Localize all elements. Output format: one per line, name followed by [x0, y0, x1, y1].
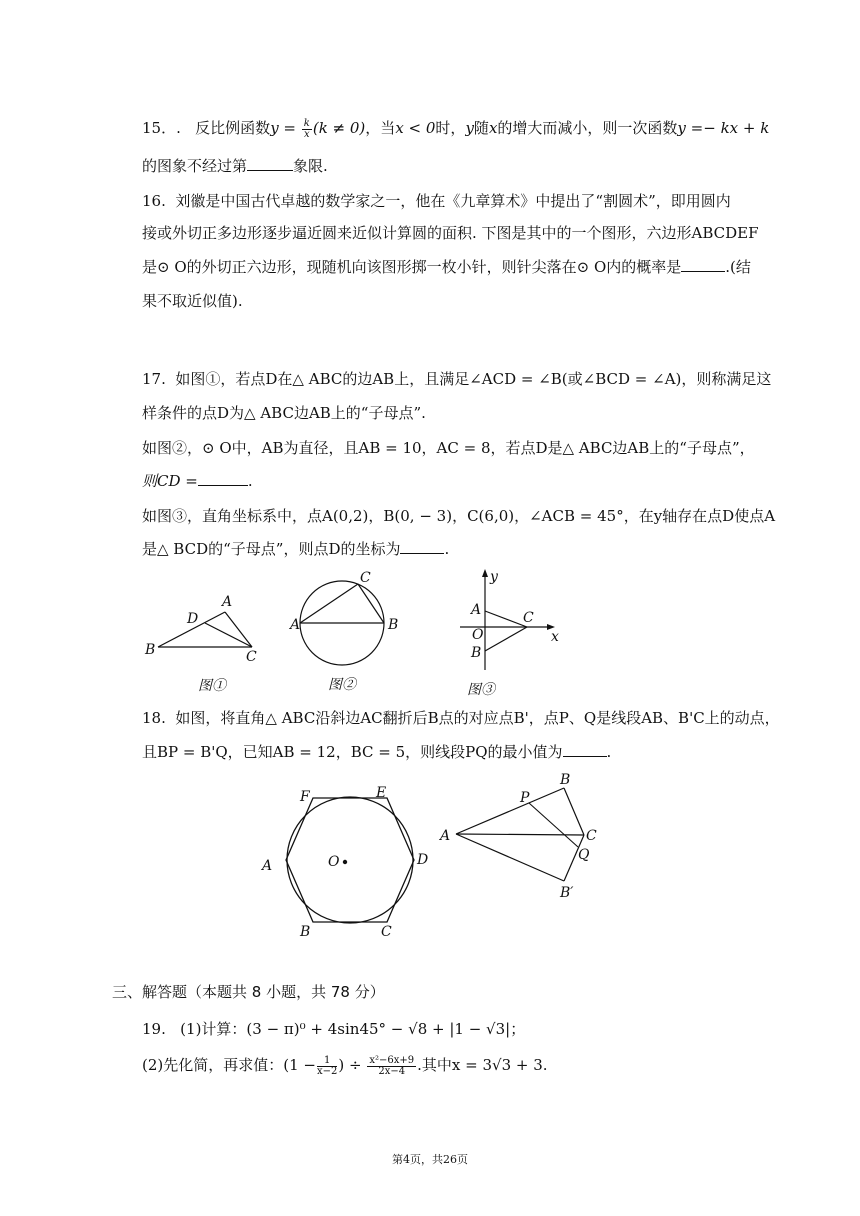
text: . — [444, 540, 450, 558]
text: 且BP = B'Q，已知AB = 12，BC = 5，则线段PQ的最小值为 — [142, 743, 563, 761]
label-A: A — [222, 594, 233, 610]
figure-2 — [288, 565, 408, 695]
text: . — [247, 472, 253, 490]
label-x: x — [551, 629, 559, 645]
text: 如图③，直角坐标系中，点A(0,2)，B(0, − 3)，C(6,0)，∠ACB = 45°，在y轴存在点D使点A — [142, 507, 776, 525]
text: 如图①，若点D在△ ABC的边AB上，且满足∠ACD = ∠B(或∠BCD = ∠A)，则称满足这 — [175, 370, 772, 388]
label-D: D — [417, 852, 429, 868]
text: .其中x = 3√3 + 3. — [417, 1056, 548, 1074]
q17-line-3 — [142, 437, 755, 459]
answer-blank — [247, 156, 293, 171]
label-O: O — [472, 627, 484, 643]
fraction — [317, 1056, 337, 1077]
label-C: C — [246, 649, 257, 665]
text: 象限. — [293, 157, 328, 175]
fraction-numerator: k — [303, 117, 310, 129]
formula: x < 0 — [395, 119, 436, 137]
fraction — [302, 119, 312, 140]
label-B: B — [145, 642, 156, 658]
label-F: F — [300, 789, 310, 805]
q17-line-4 — [142, 470, 253, 492]
text: (1)计算：(3 − π)⁰ + 4sin45° − √8 + |1 − √3|； — [180, 1020, 526, 1038]
label-C: C — [586, 828, 597, 844]
q15-line-2 — [142, 155, 328, 177]
label-B: B — [560, 772, 571, 788]
label-P: P — [520, 790, 530, 806]
label-Q: Q — [578, 847, 590, 863]
text: ) ÷ — [338, 1056, 362, 1074]
q17-line-1 — [142, 368, 771, 390]
text: 的图象不经过第 — [142, 157, 248, 175]
label-A: A — [290, 617, 301, 633]
q19-line-2 — [142, 1054, 548, 1077]
label-A: A — [262, 858, 273, 874]
fraction-denominator: 2x−4 — [378, 1065, 406, 1077]
fraction-denominator: x−2 — [316, 1065, 338, 1077]
fraction-denominator: x — [303, 128, 310, 140]
q16-line-3 — [142, 256, 751, 278]
q17-line-5 — [142, 505, 775, 527]
question-number: 16. — [142, 192, 166, 210]
formula: 则CD = — [142, 472, 198, 490]
text: ，当 — [365, 119, 396, 137]
q18-line-1 — [142, 707, 780, 729]
formula: y =− kx + k — [677, 119, 770, 137]
text: 随 — [473, 119, 489, 137]
label-C: C — [523, 610, 534, 626]
text: 刘徽是中国古代卓越的数学家之一，他在《九章算术》中提出了“割圆术”，即用圆内 — [175, 192, 731, 210]
label-B: B — [388, 617, 399, 633]
label-C: C — [360, 570, 371, 586]
figure-3-caption: 图③ — [467, 682, 495, 698]
fold-figure — [436, 768, 606, 908]
label-y: y — [490, 569, 498, 585]
answer-blank — [198, 471, 248, 486]
figure-3 — [455, 565, 575, 700]
q17-line-2 — [142, 402, 426, 424]
text: 的增大而减小，则一次函数 — [497, 119, 678, 137]
question-number: 18. — [142, 709, 166, 727]
question-number: 19. — [142, 1020, 166, 1038]
question-number: 17. — [142, 370, 166, 388]
q18-line-2 — [142, 741, 611, 763]
label-A: A — [440, 828, 451, 844]
text: 果不取近似值). — [142, 292, 243, 310]
label-E: E — [376, 785, 387, 801]
q17-line-6 — [142, 538, 449, 560]
formula: (k ≠ 0) — [312, 119, 366, 137]
answer-blank — [400, 539, 444, 554]
text: 如图②，⊙ O中，AB为直径，且AB = 10，AC = 8，若点D是△ ABC边AB上的“子母点”， — [142, 439, 755, 457]
label-A: A — [471, 602, 482, 618]
q16-line-2 — [142, 222, 759, 244]
label-O: O — [328, 854, 340, 870]
q15-line-1 — [142, 117, 769, 140]
section-heading: 三、解答题（本题共 8 小题，共 78 分） — [112, 983, 385, 1001]
q19-line-1 — [142, 1018, 525, 1040]
figure-1-caption: 图① — [198, 678, 226, 694]
text: 如图，将直角△ ABC沿斜边AC翻折后B点的对应点B'，点P、Q是线段AB、B'C上的动点， — [175, 709, 780, 727]
formula: x — [488, 119, 498, 137]
answer-blank — [681, 257, 725, 272]
label-B: B — [471, 645, 482, 661]
label-B-prime: B′ — [560, 885, 574, 901]
text: 样条件的点D为△ ABC边AB上的“子母点”. — [142, 404, 426, 422]
text: 接或外切正多边形逐步逼近圆来近似计算圆的面积. 下图是其中的一个图形，六边形ABCDEF — [142, 224, 759, 242]
figure-1 — [140, 590, 270, 700]
text: 是⊙ O的外切正六边形，现随机向该图形掷一枚小针，则针尖落在⊙ O内的概率是 — [142, 258, 682, 276]
page-footer: 第4页，共26页 — [392, 1153, 468, 1166]
fraction-numerator: 1 — [317, 1056, 337, 1067]
text: .(结 — [725, 258, 751, 276]
text: (2)先化简，再求值：(1 − — [142, 1056, 316, 1074]
q16-line-1 — [142, 190, 731, 212]
fraction — [367, 1056, 416, 1077]
formula: y — [465, 119, 474, 137]
label-D: D — [187, 611, 199, 627]
label-B: B — [300, 924, 311, 940]
text: 反比例函数 — [195, 119, 271, 137]
text: 是△ BCD的“子母点”，则点D的坐标为 — [142, 540, 401, 558]
text: . — [606, 743, 612, 761]
text: 时， — [435, 119, 466, 137]
answer-blank — [563, 742, 607, 757]
figure-2-caption: 图② — [328, 677, 356, 693]
q16-line-4 — [142, 290, 243, 312]
fraction-numerator: x²−6x+9 — [369, 1054, 415, 1066]
question-number: 15．. — [142, 119, 181, 137]
hexagon-figure — [258, 780, 438, 945]
label-C: C — [381, 924, 392, 940]
formula: y = — [270, 119, 301, 137]
